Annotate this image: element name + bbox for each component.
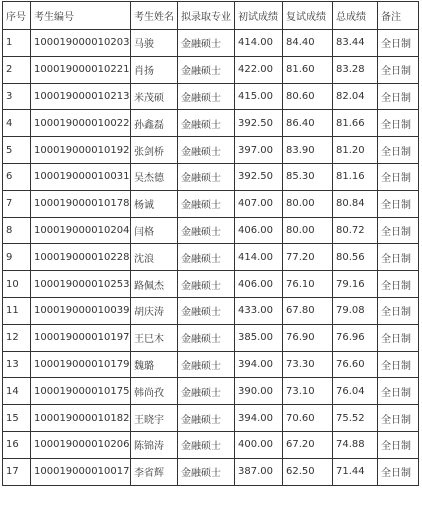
major-cell: 金融硕士 — [178, 217, 235, 244]
total-score-cell: 80.72 — [333, 217, 378, 244]
remark-cell: 全日制 — [378, 190, 419, 217]
candidate-name-cell: 李省辉 — [131, 458, 178, 485]
total-score-cell: 76.60 — [333, 351, 378, 378]
remark-cell: 全日制 — [378, 458, 419, 485]
total-score-cell: 82.04 — [333, 83, 378, 110]
candidate-name-cell: 魏璐 — [131, 351, 178, 378]
major-cell: 金融硕士 — [178, 83, 235, 110]
initial-score-cell: 414.00 — [235, 30, 283, 57]
retest-score-cell: 86.40 — [283, 110, 333, 137]
remark-cell: 全日制 — [378, 163, 419, 190]
remark-cell: 全日制 — [378, 297, 419, 324]
initial-score-cell: 390.00 — [235, 378, 283, 405]
major-cell: 金融硕士 — [178, 30, 235, 57]
total-score-cell: 80.56 — [333, 244, 378, 271]
total-score-cell: 74.88 — [333, 431, 378, 458]
header-candidate-name: 考生姓名 — [131, 2, 178, 30]
initial-score-cell: 407.00 — [235, 190, 283, 217]
initial-score-cell: 400.00 — [235, 431, 283, 458]
candidate-id-cell: 100019000010228 — [31, 244, 131, 271]
candidate-name-cell: 沈浪 — [131, 244, 178, 271]
remark-cell: 全日制 — [378, 137, 419, 164]
total-score-cell: 75.52 — [333, 405, 378, 432]
serial-cell: 17 — [3, 458, 31, 485]
candidate-id-cell: 100019000010017 — [31, 458, 131, 485]
serial-cell: 14 — [3, 378, 31, 405]
table-row — [3, 324, 419, 351]
header-remark: 备注 — [378, 2, 419, 30]
initial-score-cell: 397.00 — [235, 137, 283, 164]
table-row — [3, 431, 419, 458]
table-row — [3, 405, 419, 432]
candidate-name-cell: 吴杰德 — [131, 163, 178, 190]
candidate-id-cell: 100019000010178 — [31, 190, 131, 217]
remark-cell: 全日制 — [378, 324, 419, 351]
table-row — [3, 351, 419, 378]
total-score-cell: 79.08 — [333, 297, 378, 324]
major-cell: 金融硕士 — [178, 297, 235, 324]
total-score-cell: 83.44 — [333, 30, 378, 57]
table-body — [3, 30, 419, 486]
total-score-cell: 81.66 — [333, 110, 378, 137]
serial-cell: 3 — [3, 83, 31, 110]
initial-score-cell: 392.50 — [235, 110, 283, 137]
major-cell: 金融硕士 — [178, 137, 235, 164]
retest-score-cell: 83.90 — [283, 137, 333, 164]
retest-score-cell: 80.00 — [283, 190, 333, 217]
major-cell: 金融硕士 — [178, 244, 235, 271]
major-cell: 金融硕士 — [178, 431, 235, 458]
total-score-cell: 71.44 — [333, 458, 378, 485]
retest-score-cell: 80.60 — [283, 83, 333, 110]
header-initial-score: 初试成绩 — [235, 2, 283, 30]
serial-cell: 1 — [3, 30, 31, 57]
retest-score-cell: 76.10 — [283, 271, 333, 298]
retest-score-cell: 84.40 — [283, 30, 333, 57]
remark-cell: 全日制 — [378, 431, 419, 458]
retest-score-cell: 76.90 — [283, 324, 333, 351]
candidate-name-cell: 陈锦涛 — [131, 431, 178, 458]
remark-cell: 全日制 — [378, 351, 419, 378]
remark-cell: 全日制 — [378, 30, 419, 57]
candidate-name-cell: 孙鑫磊 — [131, 110, 178, 137]
total-score-cell: 81.16 — [333, 163, 378, 190]
candidate-name-cell: 肖扬 — [131, 56, 178, 83]
initial-score-cell: 385.00 — [235, 324, 283, 351]
table-row — [3, 271, 419, 298]
candidate-id-cell: 100019000010039 — [31, 297, 131, 324]
total-score-cell: 81.20 — [333, 137, 378, 164]
candidate-id-cell: 100019000010031 — [31, 163, 131, 190]
remark-cell: 全日制 — [378, 271, 419, 298]
candidate-name-cell: 韩尚孜 — [131, 378, 178, 405]
remark-cell: 全日制 — [378, 405, 419, 432]
header-row — [3, 2, 419, 30]
initial-score-cell: 394.00 — [235, 351, 283, 378]
table-header — [3, 2, 419, 30]
serial-cell: 8 — [3, 217, 31, 244]
retest-score-cell: 67.80 — [283, 297, 333, 324]
admission-table — [2, 1, 419, 486]
table-row — [3, 30, 419, 57]
candidate-name-cell: 杨诚 — [131, 190, 178, 217]
serial-cell: 4 — [3, 110, 31, 137]
major-cell: 金融硕士 — [178, 405, 235, 432]
candidate-id-cell: 100019000010182 — [31, 405, 131, 432]
initial-score-cell: 406.00 — [235, 271, 283, 298]
serial-cell: 11 — [3, 297, 31, 324]
total-score-cell: 76.96 — [333, 324, 378, 351]
candidate-name-cell: 米茂硕 — [131, 83, 178, 110]
total-score-cell: 79.16 — [333, 271, 378, 298]
serial-cell: 10 — [3, 271, 31, 298]
serial-cell: 13 — [3, 351, 31, 378]
initial-score-cell: 415.00 — [235, 83, 283, 110]
total-score-cell: 80.84 — [333, 190, 378, 217]
remark-cell: 全日制 — [378, 56, 419, 83]
major-cell: 金融硕士 — [178, 190, 235, 217]
retest-score-cell: 80.00 — [283, 217, 333, 244]
serial-cell: 7 — [3, 190, 31, 217]
table-row — [3, 110, 419, 137]
initial-score-cell: 394.00 — [235, 405, 283, 432]
major-cell: 金融硕士 — [178, 324, 235, 351]
initial-score-cell: 392.50 — [235, 163, 283, 190]
serial-cell: 6 — [3, 163, 31, 190]
major-cell: 金融硕士 — [178, 271, 235, 298]
table-row — [3, 190, 419, 217]
retest-score-cell: 73.30 — [283, 351, 333, 378]
candidate-name-cell: 王巳木 — [131, 324, 178, 351]
retest-score-cell: 81.60 — [283, 56, 333, 83]
table-row — [3, 137, 419, 164]
initial-score-cell: 387.00 — [235, 458, 283, 485]
candidate-id-cell: 100019000010253 — [31, 271, 131, 298]
initial-score-cell: 406.00 — [235, 217, 283, 244]
table-row — [3, 297, 419, 324]
initial-score-cell: 433.00 — [235, 297, 283, 324]
total-score-cell: 83.28 — [333, 56, 378, 83]
major-cell: 金融硕士 — [178, 378, 235, 405]
candidate-id-cell: 100019000010203 — [31, 30, 131, 57]
retest-score-cell: 85.30 — [283, 163, 333, 190]
candidate-name-cell: 路佩杰 — [131, 271, 178, 298]
header-major: 拟录取专业 — [178, 2, 235, 30]
candidate-name-cell: 马骏 — [131, 30, 178, 57]
retest-score-cell: 67.20 — [283, 431, 333, 458]
serial-cell: 5 — [3, 137, 31, 164]
candidate-id-cell: 100019000010204 — [31, 217, 131, 244]
header-candidate-id: 考生编号 — [31, 2, 131, 30]
remark-cell: 全日制 — [378, 244, 419, 271]
major-cell: 金融硕士 — [178, 351, 235, 378]
serial-cell: 9 — [3, 244, 31, 271]
candidate-id-cell: 100019000010192 — [31, 137, 131, 164]
header-total-score: 总成绩 — [333, 2, 378, 30]
major-cell: 金融硕士 — [178, 110, 235, 137]
table-row — [3, 217, 419, 244]
retest-score-cell: 77.20 — [283, 244, 333, 271]
table-row — [3, 83, 419, 110]
table-row — [3, 163, 419, 190]
major-cell: 金融硕士 — [178, 56, 235, 83]
total-score-cell: 76.04 — [333, 378, 378, 405]
candidate-id-cell: 100019000010206 — [31, 431, 131, 458]
serial-cell: 12 — [3, 324, 31, 351]
major-cell: 金融硕士 — [178, 163, 235, 190]
candidate-name-cell: 王晓宇 — [131, 405, 178, 432]
initial-score-cell: 422.00 — [235, 56, 283, 83]
initial-score-cell: 414.00 — [235, 244, 283, 271]
serial-cell: 15 — [3, 405, 31, 432]
serial-cell: 16 — [3, 431, 31, 458]
candidate-id-cell: 100019000010022 — [31, 110, 131, 137]
candidate-id-cell: 100019000010221 — [31, 56, 131, 83]
candidate-name-cell: 胡庆涛 — [131, 297, 178, 324]
remark-cell: 全日制 — [378, 217, 419, 244]
major-cell: 金融硕士 — [178, 458, 235, 485]
serial-cell: 2 — [3, 56, 31, 83]
candidate-name-cell: 张剑桥 — [131, 137, 178, 164]
candidate-id-cell: 100019000010213 — [31, 83, 131, 110]
retest-score-cell: 73.10 — [283, 378, 333, 405]
table-row — [3, 378, 419, 405]
table-row — [3, 244, 419, 271]
header-retest-score: 复试成绩 — [283, 2, 333, 30]
candidate-id-cell: 100019000010175 — [31, 378, 131, 405]
header-serial: 序号 — [3, 2, 31, 30]
candidate-id-cell: 100019000010197 — [31, 324, 131, 351]
remark-cell: 全日制 — [378, 378, 419, 405]
table-row — [3, 458, 419, 485]
candidate-id-cell: 100019000010179 — [31, 351, 131, 378]
candidate-name-cell: 闫格 — [131, 217, 178, 244]
retest-score-cell: 70.60 — [283, 405, 333, 432]
remark-cell: 全日制 — [378, 110, 419, 137]
remark-cell: 全日制 — [378, 83, 419, 110]
retest-score-cell: 62.50 — [283, 458, 333, 485]
table-row — [3, 56, 419, 83]
